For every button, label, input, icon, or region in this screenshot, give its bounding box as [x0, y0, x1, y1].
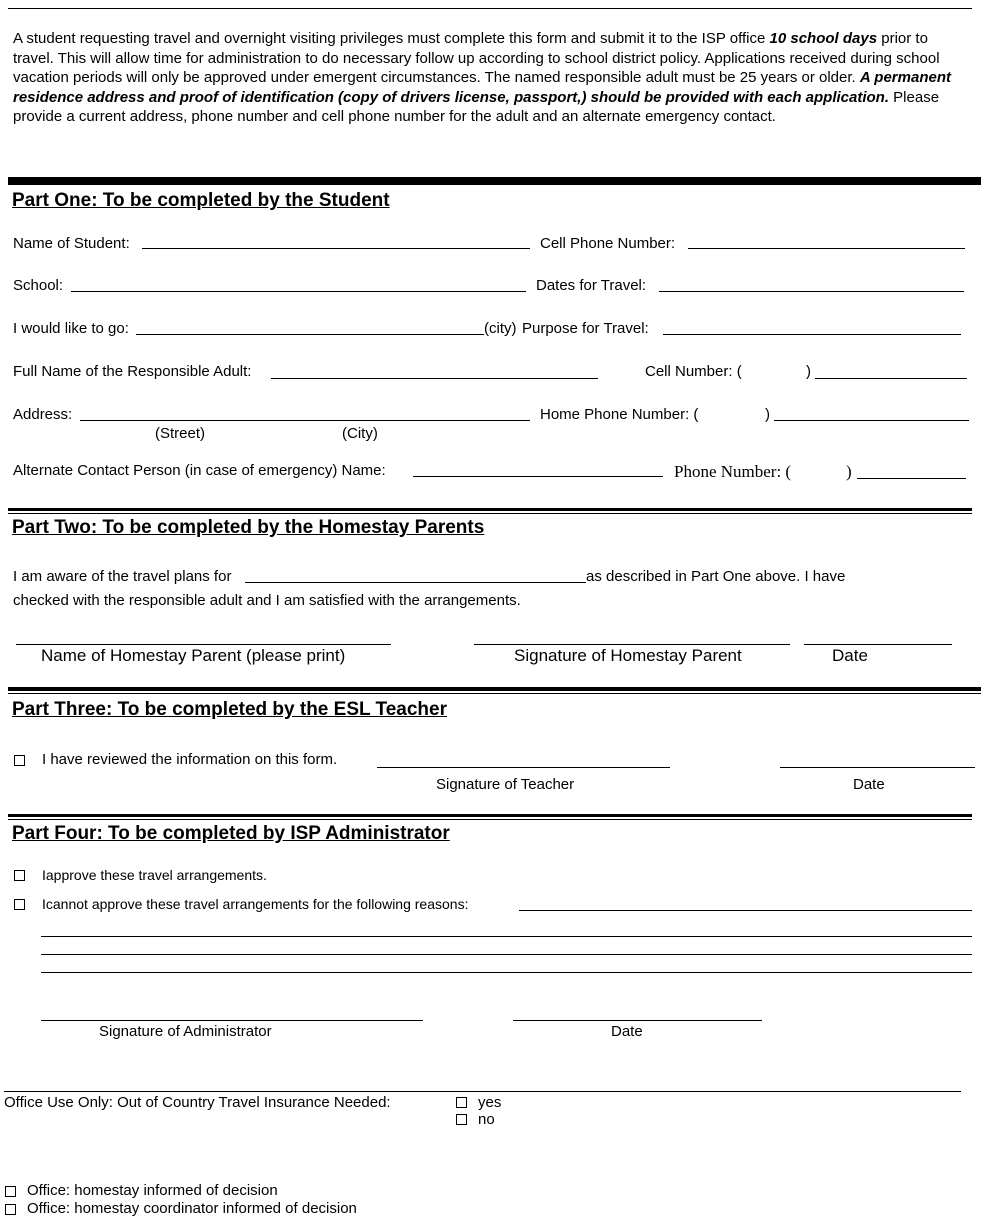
homestay-informed-checkbox[interactable] [5, 1185, 16, 1200]
home-phone-paren: ) [765, 406, 770, 423]
name-of-student-label: Name of Student: [13, 235, 130, 252]
street-sublabel: (Street) [155, 425, 206, 442]
reviewed-text: I have reviewed the information on this form. [42, 751, 338, 768]
insurance-label: Office Use Only: Out of Country Travel Insurance Needed: [4, 1094, 391, 1111]
teacher-date-line[interactable] [780, 767, 975, 768]
reasons-line-4[interactable] [41, 972, 972, 973]
admin-date-line[interactable] [513, 1020, 762, 1021]
reasons-line-1[interactable] [519, 910, 972, 911]
home-phone-label: Home Phone Number: ( [540, 406, 699, 423]
cell-number-field[interactable] [815, 378, 967, 379]
address-label: Address: [13, 406, 73, 423]
go-field[interactable] [136, 334, 484, 335]
approve-checkbox[interactable] [14, 869, 25, 884]
reviewed-checkbox[interactable] [14, 754, 25, 769]
part-two-rule [8, 508, 972, 511]
responsible-adult-field[interactable] [271, 378, 598, 379]
cell-number-label: Cell Number: ( [645, 363, 742, 380]
part-two-rule-thin [8, 513, 972, 514]
insurance-yes-label: yes [478, 1094, 502, 1111]
part-four-rule-thin [8, 819, 972, 820]
cannot-approve-checkbox[interactable] [14, 898, 25, 913]
checked-text: checked with the responsible adult and I am satisfied with the arrangements. [13, 592, 521, 609]
cell-number-paren: ) [806, 363, 811, 380]
insurance-no-label: no [478, 1111, 495, 1128]
reasons-line-3[interactable] [41, 954, 972, 955]
part-three-heading: Part Three: To be completed by the ESL Teacher [12, 699, 447, 720]
homestay-informed-label: Office: homestay informed of decision [27, 1182, 278, 1199]
alternate-contact-label: Alternate Contact Person (in case of emergency) Name: [13, 462, 386, 479]
part-one-heading: Part One: To be completed by the Student [12, 190, 390, 211]
purpose-field[interactable] [663, 334, 961, 335]
cell-phone-label: Cell Phone Number: [540, 235, 676, 252]
go-label: I would like to go: [13, 320, 129, 337]
parent-date-caption: Date [832, 646, 868, 665]
teacher-signature-caption: Signature of Teacher [436, 776, 575, 793]
phone-number-paren: ) [846, 462, 852, 481]
parent-name-line[interactable] [16, 644, 391, 645]
alternate-contact-field[interactable] [413, 476, 663, 477]
part-three-rule-thin [8, 693, 981, 694]
phone-number-label: Phone Number: ( [674, 462, 792, 481]
teacher-signature-line[interactable] [377, 767, 670, 768]
approve-text: Iapprove these travel arrangements. [42, 867, 267, 883]
coordinator-informed-checkbox[interactable] [5, 1203, 16, 1218]
name-of-student-field[interactable] [142, 248, 530, 249]
teacher-date-caption: Date [853, 776, 885, 793]
aware-text: I am aware of the travel plans for [13, 568, 232, 585]
part-four-heading: Part Four: To be completed by ISP Administrator [12, 823, 450, 844]
cell-phone-field[interactable] [688, 248, 965, 249]
phone-number-field[interactable] [857, 478, 966, 479]
student-name-field[interactable] [245, 582, 586, 583]
described-text: as described in Part One above. I have [586, 568, 846, 585]
insurance-no-checkbox[interactable] [456, 1113, 467, 1128]
parent-signature-line[interactable] [474, 644, 790, 645]
city-sublabel: (City) [342, 425, 378, 442]
dates-travel-label: Dates for Travel: [536, 277, 647, 294]
responsible-adult-label: Full Name of the Responsible Adult: [13, 363, 252, 380]
admin-date-caption: Date [611, 1023, 643, 1040]
school-label: School: [13, 277, 64, 294]
admin-signature-caption: Signature of Administrator [99, 1023, 272, 1040]
coordinator-informed-label: Office: homestay coordinator informed of decision [27, 1200, 357, 1217]
purpose-label: Purpose for Travel: [522, 320, 649, 337]
city-label: (city) [484, 320, 517, 337]
top-rule [8, 8, 972, 9]
parent-name-caption: Name of Homestay Parent (please print) [41, 646, 346, 665]
part-one-rule [8, 177, 981, 185]
parent-signature-caption: Signature of Homestay Parent [514, 646, 742, 665]
cannot-approve-text: Icannot approve these travel arrangements for the following reasons: [42, 896, 469, 912]
parent-date-line[interactable] [804, 644, 952, 645]
part-three-rule [8, 687, 981, 691]
part-four-rule [8, 814, 972, 817]
part-two-heading: Part Two: To be completed by the Homestay Parents [12, 517, 485, 538]
intro-paragraph: A student requesting travel and overnight visiting privileges must complete this form and submit it to the ISP office 10 school days prior to travel. This will allow time for administration to do necessary follow up according to school district policy. Applications received during school vacation periods will only be approved under emergent circumstances. The named responsible adult must be 25 years or older. A permanent residence address and proof of identification (copy of drivers license, passport,) should be provided with each application. Please provide a current address, phone number and cell phone number for the adult and an alternate emergency contact. [13, 30, 951, 125]
insurance-yes-checkbox[interactable] [456, 1096, 467, 1111]
reasons-line-2[interactable] [41, 936, 972, 937]
admin-signature-line[interactable] [41, 1020, 423, 1021]
school-field[interactable] [71, 291, 526, 292]
address-field[interactable] [80, 420, 530, 421]
home-phone-field[interactable] [774, 420, 969, 421]
office-rule [4, 1091, 961, 1092]
dates-travel-field[interactable] [659, 291, 964, 292]
